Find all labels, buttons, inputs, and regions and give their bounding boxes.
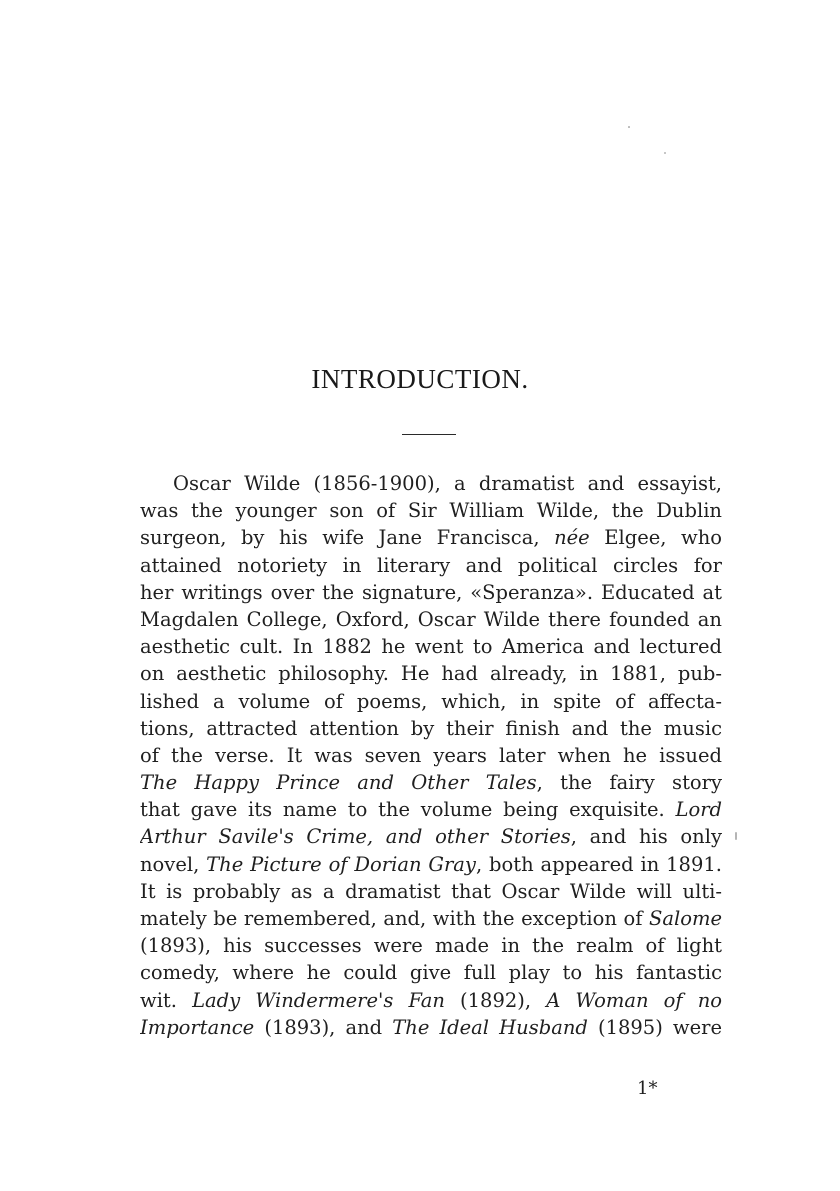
- text-span: attained notoriety in literary and political circles for: [140, 553, 722, 577]
- text-line: [140, 796, 722, 823]
- text-line: [140, 497, 722, 524]
- text-line: [140, 742, 722, 769]
- text-line: [140, 524, 722, 551]
- text-span: (1893), and: [254, 1015, 393, 1039]
- text-line: [140, 606, 722, 633]
- text-line: [140, 769, 722, 796]
- text-line: [140, 633, 722, 660]
- signature-mark: 1*: [637, 1078, 658, 1099]
- text-line: [140, 905, 722, 932]
- text-line: [140, 552, 722, 579]
- italic-title-span: Lady Windermere's Fan: [192, 988, 445, 1012]
- italic-title-span: Lord: [675, 798, 722, 822]
- page-title: INTRODUCTION.: [311, 364, 529, 394]
- text-line: [140, 823, 722, 850]
- text-line: [140, 715, 722, 742]
- text-line: [140, 660, 722, 687]
- text-span: of the verse. It was seven years later when he issued: [140, 743, 722, 767]
- paper-speck: [735, 832, 737, 840]
- text-span: tions, attracted attention by their finish and the music: [140, 716, 722, 740]
- text-line: [140, 851, 722, 878]
- text-span: mately be remembered, and, with the exception of: [140, 907, 649, 930]
- text-span: , the fairy story: [536, 771, 722, 795]
- italic-title-span: The Happy Prince and Other Tales: [140, 771, 537, 795]
- title-rule: [402, 434, 456, 435]
- text-span: , and his only: [570, 825, 722, 849]
- text-span: Elgee, who: [589, 526, 722, 550]
- text-span: novel,: [140, 852, 207, 876]
- text-span: her writings over the signature, «Speranza». Educated at: [140, 580, 722, 604]
- text-span: aesthetic cult. In 1882 he went to America and lectured: [140, 635, 722, 659]
- paper-speck: [664, 152, 666, 154]
- text-line: [140, 1014, 722, 1041]
- text-span: was the younger son of Sir William Wilde, the Dublin: [140, 499, 722, 523]
- text-line: [140, 987, 722, 1014]
- text-span: Magdalen College, Oxford, Oscar Wilde there founded an: [140, 607, 722, 631]
- italic-title-span: Importance: [140, 1015, 255, 1039]
- text-span: that gave its name to the volume being exquisite.: [140, 798, 676, 822]
- text-span: Oscar Wilde (1856-1900), a dramatist and essayist,: [173, 472, 722, 495]
- text-span: (1892),: [444, 988, 547, 1012]
- introduction-paragraph: [140, 470, 722, 1041]
- italic-title-span: The Picture of Dorian Gray: [206, 852, 476, 876]
- text-line: [140, 878, 722, 905]
- text-span: (1893), his successes were made in the realm of light: [140, 934, 722, 958]
- text-span: lished a volume of poems, which, in spite of affecta-: [140, 689, 722, 713]
- text-line: [140, 470, 722, 497]
- text-span: (1895) were: [587, 1015, 722, 1039]
- text-line: [140, 959, 722, 986]
- italic-title-span: Arthur Savile's Crime, and other Stories: [140, 825, 571, 849]
- italic-title-span: The Ideal Husband: [392, 1015, 588, 1039]
- text-span: wit.: [140, 988, 193, 1012]
- text-span: It is probably as a dramatist that Oscar Wilde will ulti-: [140, 879, 722, 903]
- italic-title-span: Salome: [649, 907, 722, 930]
- text-line: [140, 688, 722, 715]
- text-line: [140, 932, 722, 959]
- text-span: comedy, where he could give full play to his fantastic: [140, 961, 722, 985]
- text-span: on aesthetic philosophy. He had already, in 1881, pub-: [140, 662, 722, 686]
- text-span: surgeon, by his wife Jane Francisca,: [140, 526, 555, 550]
- paper-speck: [628, 126, 630, 128]
- italic-title-span: née: [554, 526, 590, 550]
- italic-title-span: A Woman of no: [546, 988, 722, 1012]
- text-line: [140, 579, 722, 606]
- text-span: , both appeared in 1891.: [475, 852, 722, 876]
